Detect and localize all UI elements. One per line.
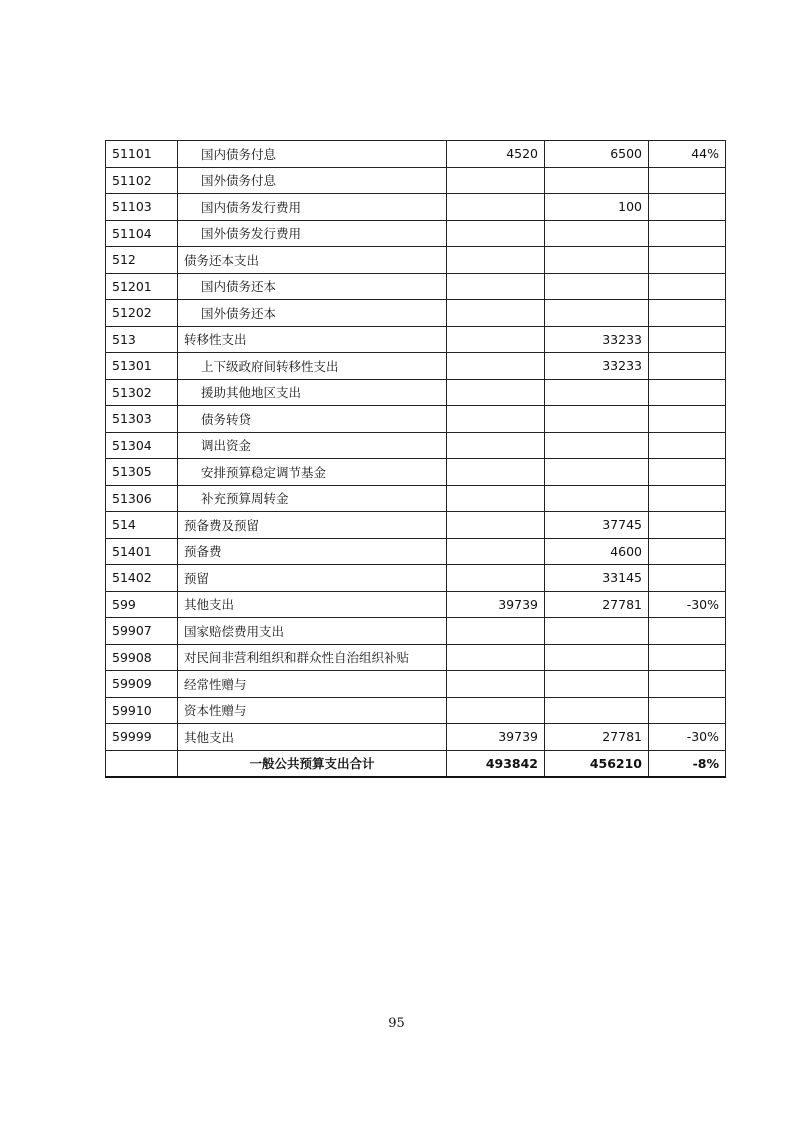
change-pct-cell — [649, 538, 726, 565]
change-pct-cell — [649, 379, 726, 406]
table-row — [106, 459, 726, 486]
current-year-cell: 33233 — [545, 326, 649, 353]
prev-year-cell — [447, 432, 545, 459]
name-cell: 预备费及预留 — [178, 512, 447, 539]
code-cell: 51401 — [106, 538, 178, 565]
prev-year-cell — [447, 194, 545, 221]
change-pct-cell — [649, 697, 726, 724]
name-cell: 其他支出 — [178, 591, 447, 618]
code-cell: 599 — [106, 591, 178, 618]
name-cell: 债务还本支出 — [178, 247, 447, 274]
code-cell: 51104 — [106, 220, 178, 247]
table-row — [106, 618, 726, 645]
change-pct-cell — [649, 167, 726, 194]
change-pct-cell — [649, 247, 726, 274]
code-cell: 51402 — [106, 565, 178, 592]
current-year-cell: 33233 — [545, 353, 649, 380]
prev-year-cell — [447, 644, 545, 671]
code-cell: 51303 — [106, 406, 178, 433]
code-cell: 51305 — [106, 459, 178, 486]
code-cell: 51301 — [106, 353, 178, 380]
prev-year-cell — [447, 353, 545, 380]
name-cell: 安排预算稳定调节基金 — [178, 459, 447, 486]
change-pct-cell — [649, 459, 726, 486]
table-row — [106, 273, 726, 300]
change-pct-cell: -30% — [649, 591, 726, 618]
table-row — [106, 565, 726, 592]
total-code-cell — [106, 750, 178, 777]
name-cell: 国外债务发行费用 — [178, 220, 447, 247]
prev-year-cell — [447, 459, 545, 486]
current-year-cell: 33145 — [545, 565, 649, 592]
table-row — [106, 194, 726, 221]
table-row — [106, 326, 726, 353]
prev-year-cell — [447, 697, 545, 724]
table-row — [106, 724, 726, 751]
name-cell: 调出资金 — [178, 432, 447, 459]
prev-year-cell: 39739 — [447, 724, 545, 751]
current-year-cell — [545, 379, 649, 406]
current-year-cell: 100 — [545, 194, 649, 221]
name-cell: 预留 — [178, 565, 447, 592]
total-pct-cell: -8% — [649, 750, 726, 777]
code-cell: 59907 — [106, 618, 178, 645]
name-cell: 上下级政府间转移性支出 — [178, 353, 447, 380]
name-cell: 援助其他地区支出 — [178, 379, 447, 406]
change-pct-cell — [649, 618, 726, 645]
code-cell: 51102 — [106, 167, 178, 194]
code-cell: 51304 — [106, 432, 178, 459]
name-cell: 国家赔偿费用支出 — [178, 618, 447, 645]
change-pct-cell — [649, 512, 726, 539]
change-pct-cell — [649, 406, 726, 433]
code-cell: 514 — [106, 512, 178, 539]
table-body — [106, 141, 726, 778]
name-cell: 对民间非营利组织和群众性自治组织补贴 — [178, 644, 447, 671]
prev-year-cell — [447, 671, 545, 698]
name-cell: 国外债务还本 — [178, 300, 447, 327]
code-cell: 51103 — [106, 194, 178, 221]
table-row — [106, 167, 726, 194]
current-year-cell: 27781 — [545, 724, 649, 751]
current-year-cell — [545, 485, 649, 512]
prev-year-cell — [447, 379, 545, 406]
current-year-cell: 4600 — [545, 538, 649, 565]
current-year-cell — [545, 459, 649, 486]
current-year-cell — [545, 697, 649, 724]
table-row — [106, 300, 726, 327]
current-year-cell — [545, 167, 649, 194]
change-pct-cell — [649, 671, 726, 698]
current-year-cell: 37745 — [545, 512, 649, 539]
table-row — [106, 512, 726, 539]
current-year-cell — [545, 618, 649, 645]
prev-year-cell — [447, 485, 545, 512]
current-year-cell — [545, 247, 649, 274]
total-prev-cell: 493842 — [447, 750, 545, 777]
change-pct-cell: 44% — [649, 141, 726, 168]
code-cell: 59910 — [106, 697, 178, 724]
change-pct-cell — [649, 194, 726, 221]
change-pct-cell — [649, 644, 726, 671]
name-cell: 债务转贷 — [178, 406, 447, 433]
budget-expenditure-table — [105, 140, 726, 778]
code-cell: 513 — [106, 326, 178, 353]
change-pct-cell: -30% — [649, 724, 726, 751]
table-row — [106, 538, 726, 565]
name-cell: 国外债务付息 — [178, 167, 447, 194]
table-row — [106, 220, 726, 247]
prev-year-cell — [447, 326, 545, 353]
change-pct-cell — [649, 220, 726, 247]
code-cell: 59909 — [106, 671, 178, 698]
prev-year-cell — [447, 565, 545, 592]
prev-year-cell — [447, 167, 545, 194]
prev-year-cell — [447, 220, 545, 247]
code-cell: 59999 — [106, 724, 178, 751]
current-year-cell: 6500 — [545, 141, 649, 168]
change-pct-cell — [649, 565, 726, 592]
code-cell: 59908 — [106, 644, 178, 671]
name-cell: 转移性支出 — [178, 326, 447, 353]
code-cell: 51202 — [106, 300, 178, 327]
change-pct-cell — [649, 273, 726, 300]
name-cell: 国内债务发行费用 — [178, 194, 447, 221]
prev-year-cell — [447, 273, 545, 300]
current-year-cell — [545, 406, 649, 433]
current-year-cell — [545, 300, 649, 327]
current-year-cell — [545, 273, 649, 300]
change-pct-cell — [649, 485, 726, 512]
prev-year-cell — [447, 512, 545, 539]
table-row — [106, 141, 726, 168]
table-row — [106, 432, 726, 459]
table-row — [106, 485, 726, 512]
name-cell: 资本性赠与 — [178, 697, 447, 724]
prev-year-cell — [447, 538, 545, 565]
table-row — [106, 591, 726, 618]
total-curr-cell: 456210 — [545, 750, 649, 777]
name-cell: 国内债务还本 — [178, 273, 447, 300]
current-year-cell — [545, 432, 649, 459]
table-row — [106, 406, 726, 433]
prev-year-cell — [447, 618, 545, 645]
prev-year-cell: 39739 — [447, 591, 545, 618]
table-row — [106, 353, 726, 380]
code-cell: 51302 — [106, 379, 178, 406]
total-row — [106, 750, 726, 777]
table-row — [106, 697, 726, 724]
name-cell: 经常性赠与 — [178, 671, 447, 698]
page-number: 95 — [388, 1016, 405, 1031]
table-row — [106, 671, 726, 698]
name-cell: 其他支出 — [178, 724, 447, 751]
name-cell: 预备费 — [178, 538, 447, 565]
code-cell: 51306 — [106, 485, 178, 512]
prev-year-cell: 4520 — [447, 141, 545, 168]
code-cell: 51101 — [106, 141, 178, 168]
prev-year-cell — [447, 406, 545, 433]
change-pct-cell — [649, 326, 726, 353]
code-cell: 512 — [106, 247, 178, 274]
prev-year-cell — [447, 247, 545, 274]
total-name-cell: 一般公共预算支出合计 — [178, 750, 447, 777]
table-row — [106, 644, 726, 671]
change-pct-cell — [649, 300, 726, 327]
current-year-cell — [545, 671, 649, 698]
code-cell: 51201 — [106, 273, 178, 300]
change-pct-cell — [649, 353, 726, 380]
table-row — [106, 379, 726, 406]
name-cell: 国内债务付息 — [178, 141, 447, 168]
name-cell: 补充预算周转金 — [178, 485, 447, 512]
change-pct-cell — [649, 432, 726, 459]
table-row — [106, 247, 726, 274]
current-year-cell: 27781 — [545, 591, 649, 618]
current-year-cell — [545, 220, 649, 247]
current-year-cell — [545, 644, 649, 671]
prev-year-cell — [447, 300, 545, 327]
